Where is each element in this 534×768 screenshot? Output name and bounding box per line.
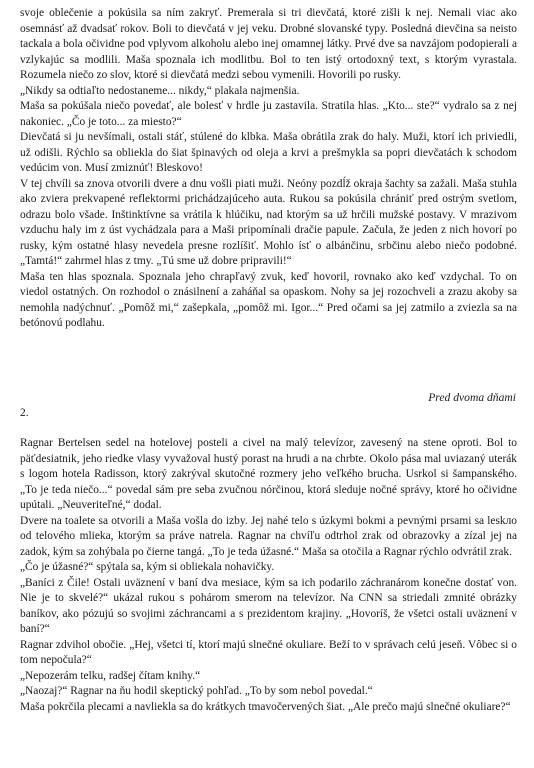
section-2-text: [20, 436, 517, 715]
section-1-text: [20, 6, 517, 332]
paragraph: Maša pokrčila plecami a navliekla sa do krátkych tmavočervených šiat. „Ale prečo majú slnečné okuliare?“: [20, 700, 511, 713]
paragraph: svoje oblečenie a pokúsila sa ním zakryť. Premerala si tri dievčatá, ktoré zišli k nej. Nemali viac ako osemnásť až dvadsať rokov. Boli to dievčatá v jej veku. Drobné slovanské typy. Posledná dievčina sa neisto tackala a bola očividne pod vplyvom alkoholu alebo inej omamnej látky. Prvé dve sa navzájom podopierali a vzlykajúc sa modlili. Maša spoznala ich modlitbu. Bol to ten istý ortodoxný text, s ktorým vyrastala. Rozumela niečo zo slov, ktoré si dievčatá medzi sebou vymenili. Hovorili po rusky.: [20, 7, 517, 81]
section-heading: Pred dvoma dňami: [428, 391, 516, 404]
paragraph: V tej chvíli sa znova otvorili dvere a dnu vošli piati muži. Neóny pozdĺž okraja šachty sa zažali. Maša stuhla ako zviera prekvapené reflektormi prichádzajúceho auta. Rukou sa pokúsila chrániť pred ostrým svetlom, odrazu bolo všade. Inštinktívne sa vrátila k hlúčiku, nad ktorým sa už hrčili mužské postavy. V mrazivom vzduchu haly im z úst vychádzala para a Maši pripomínali dračie papule. Začula, že jeden z nich hovorí po rusky, kým ostatné hlasy nevedela presne rozlíšiť. Mohlo ísť o albánčinu, srbčinu alebo niečo podobné. „Tamtá!“ zahrmel hlas z tmy. „Tú sme už dobre pripravili!“: [20, 177, 517, 267]
paragraph: „Čo je úžasné?“ spýtala sa, kým si obliekala nohavičky.: [20, 561, 275, 573]
paragraph: „Naozaj?“ Ragnar na ňu hodil skeptický pohľad. „To by som nebol povedal.“: [20, 685, 373, 697]
paragraph: Dievčatá si ju nevšímali, ostali stáť, stúlené do klbka. Maša obrátila zrak do haly. Muži, ktorí ich priviedli, už odišli. Rýchlo sa obliekla do šiat špinavých od oleja a krvi a prešmykla sa popri dievčatách k schodom vedúcim von. Musí zmiznúť! Bleskovo!: [20, 131, 517, 174]
paragraph: Maša ten hlas spoznala. Spoznala jeho chrapľavý zvuk, keď hovoril, rovnako ako keď vzdychal. To on viedol ostatných. On rozhodol o znásilnení a zaháňal sa opaskom. Nohy sa jej rozochveli a zrazu akoby sa nemohla nadýchnuť. „Pomôž mi,“ zašepkala, „pomôž mi. Igor...“ Pred očami sa jej zatmilo a zviezla sa na betónovú podlahu.: [20, 270, 517, 329]
paragraph: „Nepozerám telku, radšej čítam knihy.“: [20, 669, 201, 682]
paragraph: Maša sa pokúšala niečo povedať, ale bolesť v hrdle ju zastavila. Stratila hlas. „Kto... ste?“ vydralo sa z nej nakoniec. „Čo je toto... za miesto?“: [20, 100, 517, 128]
paragraph: „Baníci z Čile! Ostali uväznení v baní dva mesiace, kým sa ich podarilo záchranárom konečne dostať von. Nie je to skvelé?“ ukázal rukou s pohárom smerom na televízor. Na CNN sa striedali zmnité obrázky baníkov, ako pózujú so svojimi záchrancami a s prezidentom krajiny. „Hovoríš, že všetci ostali uväznení v baní?“: [20, 576, 517, 635]
paragraph: Ragnar Bertelsen sedel na hotelovej posteli a civel na malý televízor, zavesený na stene oproti. Bol to päťdesiatnik, jeho riedke vlasy vyvažoval hustý porast na hrudi a na chrbte. Okolo pása mal uviazaný uterák s logom hotela Radisson, ktorý zakrýval skutočné rozmery jeho veľkého brucha. Usrkol si šampanského. „To je teda niečo...“ povedal sám pre seba zvučnou nórčinou, ktorá sleduje nočné správy, ktoré ho očividne upútali. „Neuveriteľné,“ dodal.: [20, 437, 517, 511]
paragraph: „Nikdy sa odtiaľto nedostaneme... nikdy,“ plakala najmenšia.: [20, 84, 300, 97]
paragraph: Ragnar zdvihol obočie. „Hej, všetci tí, ktorí majú slnečné okuliare. Beží to v správach celú jeseň. Vôbec si o tom nepočula?“: [20, 638, 517, 666]
chapter-number: 2.: [20, 407, 29, 419]
paragraph: Dvere na toalete sa otvorili a Maša vošla do izby. Jej nahé telo s úzkymi bokmi a pevnými prsami sa leskло od telového mlieka, ktorým sa práve natrela. Ragnar na chvíľu odtrhol zrak od obrazovky a zízal jej na zadok, kým sa zohýbala po čierne tangá. „To je teda úžasné.“ Maša sa otočila a Ragnar rýchlo odvrátil zrak.: [20, 514, 517, 558]
